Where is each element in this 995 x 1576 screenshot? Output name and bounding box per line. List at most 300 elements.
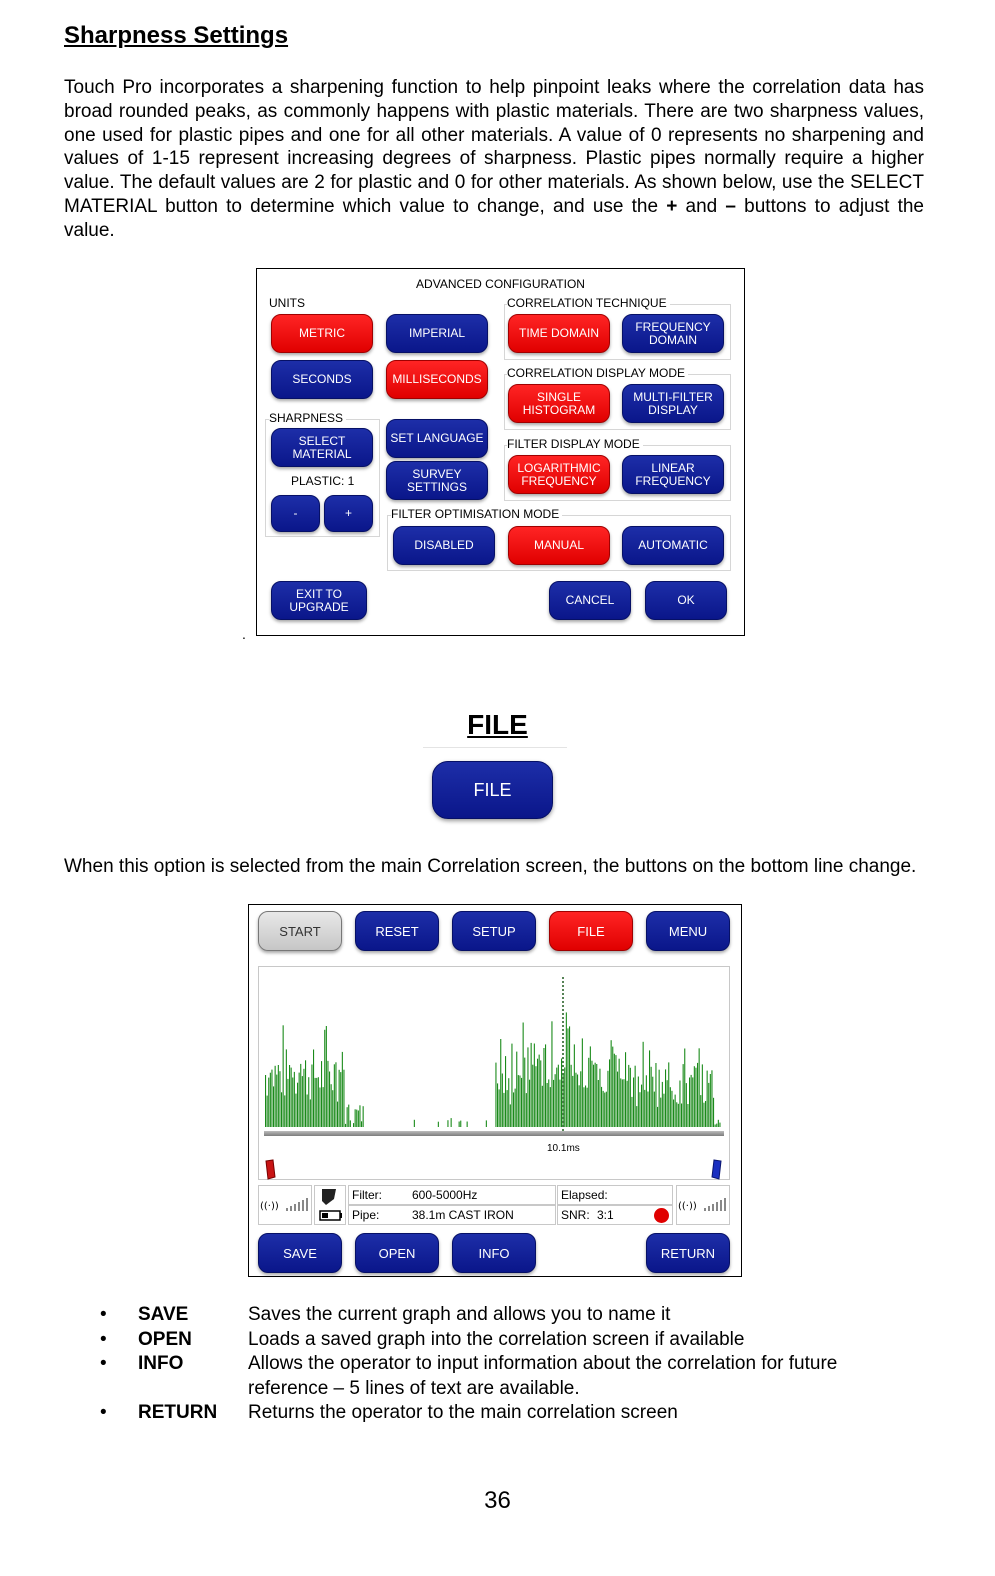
logarithmic-frequency-button[interactable]: LOGARITHMIC FREQUENCY [508,455,610,494]
histogram-bar [451,1118,452,1127]
histogram-bar [356,1110,357,1127]
sharpness-label: SHARPNESS [269,412,346,425]
file-button[interactable]: FILE [549,911,633,951]
histogram-bar [313,1050,314,1128]
histogram-bar [319,1088,320,1128]
histogram-bar [710,1074,711,1127]
histogram-bar [270,1073,271,1127]
histogram-bar [532,1065,533,1127]
histogram-bar [355,1109,356,1127]
histogram-bar [318,1077,319,1127]
histogram-bar [558,1065,559,1127]
filter-cell [348,1185,556,1205]
histogram-bar [531,1043,532,1127]
histogram-bar [617,1072,618,1127]
histogram-bar [659,1070,660,1127]
file-button-illustration[interactable]: FILE [432,761,553,819]
signal-strength-right-icon [678,1195,728,1215]
histogram-bar [612,1047,613,1127]
histogram-bar [683,1064,684,1127]
histogram-bar [604,1093,605,1127]
histogram-bar [679,1081,680,1128]
histogram-bar [654,1092,655,1127]
histogram-bar [646,1075,647,1127]
histogram-bar [675,1095,676,1127]
imperial-button[interactable]: IMPERIAL [386,314,488,353]
histogram-bar [601,1087,602,1127]
linear-frequency-button[interactable]: LINEAR FREQUENCY [622,455,724,494]
histogram-bar [545,1044,546,1127]
histogram-bar [414,1120,415,1127]
histogram-bar [700,1095,701,1127]
histogram-bar [327,1061,328,1127]
setup-button[interactable]: SETUP [452,911,536,951]
correlation-screen [248,904,742,1277]
histogram-bar [467,1122,468,1128]
histogram-bar [291,1068,292,1127]
histogram-bar [657,1107,658,1127]
sharpness-minus-button[interactable]: - [271,495,320,532]
histogram-bar [627,1081,628,1127]
histogram-bar [615,1055,616,1127]
option-description: Loads a saved graph into the correlation screen if available [248,1328,745,1350]
elapsed-label: Elapsed: [561,1188,608,1202]
histogram-bar [515,1089,516,1127]
histogram-bar [598,1080,599,1127]
device-battery-icon [316,1187,344,1223]
single-histogram-button[interactable]: SINGLE HISTOGRAM [508,384,610,423]
histogram-bar [625,1052,626,1127]
histogram-bar [539,1055,540,1127]
intro-text: Touch Pro incorporates a sharpening function to help pinpoint leaks where the correlation data has broad rounded peaks, as commonly happens with plastic materials. There are two sharpness values, one used for plastic pipes and one for all other materials. A value of 0 represents no sharpening and values of 1-15 represent increasing degrees of sharpness. Plastic pipes normally require a higher value. The default values are 2 for plastic and 0 for other materials. As shown below, use the SELECT MATERIAL button to determine which value to change, and use the [64,77,924,217]
histogram-bar [332,1090,333,1127]
histogram-bar [278,1065,279,1127]
minus-symbol: – [725,195,736,217]
histogram-bar [524,1058,525,1127]
histogram-bar [516,1052,517,1127]
histogram-bar [324,1030,325,1127]
histogram-bar [647,1092,648,1128]
histogram-bar [361,1121,362,1127]
list-item [100,1401,920,1426]
snr-cell [557,1205,673,1225]
histogram-bar [556,1068,557,1127]
histogram-bar [300,1064,301,1127]
histogram-bar [283,1025,284,1127]
histogram-bar [715,1125,716,1128]
histogram-bar [655,1063,656,1127]
histogram-bar [329,1072,330,1128]
histogram-bar [660,1098,661,1127]
histogram-bar [519,1076,520,1128]
histogram-bar [308,1077,309,1127]
histogram-bar [636,1106,637,1127]
histogram-bar [340,1072,341,1127]
histogram-bar [676,1102,677,1127]
histogram-bar [342,1052,343,1127]
histogram-bar [583,1087,584,1127]
exit-to-upgrade-button[interactable]: EXIT TO UPGRADE [271,581,367,620]
histogram-bar [631,1097,632,1127]
automatic-button[interactable]: AUTOMATIC [622,526,724,565]
ok-button[interactable]: OK [645,581,727,620]
histogram-bar [596,1064,597,1127]
bullet: • [100,1328,107,1350]
histogram-bar [571,1065,572,1127]
histogram-bar [697,1063,698,1127]
histogram-bar [523,1023,524,1128]
intro-text-end: buttons to adjust the value. [64,195,924,241]
filter-value: 600-5000Hz [412,1188,478,1202]
filter-optimisation-label: FILTER OPTIMISATION MODE [391,508,562,521]
list-item [100,1352,920,1401]
histogram-bar [497,1083,498,1127]
histogram-bar [271,1070,272,1127]
histogram-bar [537,1059,538,1127]
histogram-bar [335,1062,336,1127]
file-title-rule [423,747,567,748]
histogram-bar [595,1063,596,1127]
histogram-bar [302,1076,303,1127]
histogram-bar [619,1059,620,1127]
units-label: UNITS [269,297,308,310]
histogram-bar [708,1083,709,1127]
histogram-bar [575,1073,576,1127]
save-button[interactable]: SAVE [258,1233,342,1273]
correlation-graph [258,966,730,1180]
histogram-bar [331,1084,332,1127]
device-battery-cell [314,1185,346,1225]
option-term: INFO [138,1353,184,1374]
histogram-bar [651,1067,652,1127]
histogram-bar [535,1066,536,1127]
histogram-bar [503,1093,504,1127]
histogram-bar [311,1065,312,1128]
histogram-bar [559,1080,560,1127]
histogram-bar [526,1093,527,1127]
status-bar [258,1185,730,1227]
histogram-bar [687,1104,688,1127]
histogram-bar [548,1079,549,1127]
histogram-bar [337,1102,338,1127]
histogram-bar [614,1054,615,1127]
option-term: RETURN [138,1402,218,1423]
histogram-bar [713,1098,714,1127]
option-description: Saves the current graph and allows you to name it [248,1304,671,1325]
histogram-bar [692,1077,693,1127]
histogram-bar [543,1048,544,1127]
svg-text:((·)): ((·)) [678,1201,697,1212]
histogram-bar [620,1078,621,1127]
left-signal-cell [258,1185,312,1225]
milliseconds-button[interactable]: MILLISECONDS [386,360,488,399]
histogram-bar [315,1078,316,1127]
histogram-bar [521,1078,522,1127]
histogram-bar [699,1048,700,1127]
histogram-bar [268,1078,269,1127]
histogram-bar [603,1091,604,1127]
histogram-bar [681,1104,682,1128]
histogram-bar [689,1078,690,1128]
histogram-bar [649,1050,650,1127]
histogram-bar [339,1070,340,1127]
histogram-bar [705,1101,706,1127]
histogram-bar [279,1071,280,1127]
right-signal-cell [676,1185,730,1225]
reset-button[interactable]: RESET [355,911,439,951]
histogram-bar [281,1092,282,1127]
histogram-bar [323,1087,324,1127]
histogram-bar [599,1069,600,1127]
histogram-bar [567,1028,568,1127]
histogram-bar [678,1104,679,1127]
histogram-bar [553,1080,554,1127]
histogram-bar [292,1078,293,1128]
histogram-bar [572,1076,573,1127]
multi-filter-display-button[interactable]: MULTI-FILTER DISPLAY [622,384,724,423]
histogram-bar [542,1086,543,1127]
histogram-bar [510,1104,511,1127]
histogram-bar [671,1091,672,1127]
histogram-bar [267,1096,268,1127]
sharpness-plus-button[interactable]: + [324,495,373,532]
option-term: SAVE [138,1304,189,1325]
histogram-bar [590,1046,591,1127]
histogram-bar [550,1087,551,1127]
histogram-bar [623,1079,624,1127]
list-item [100,1303,920,1328]
time-axis-slider[interactable] [264,1131,724,1136]
section-heading: Sharpness Settings [64,22,289,49]
correlation-technique-label: CORRELATION TECHNIQUE [507,297,670,310]
page-number: 36 [484,1487,511,1514]
histogram-bar [513,1092,514,1127]
histogram-bar [286,1049,287,1127]
histogram-bar [561,1059,562,1128]
histogram-bar [630,1068,631,1127]
histogram-bar [577,1075,578,1128]
histogram-bar [711,1070,712,1127]
histogram-bar [527,1047,528,1127]
plus-symbol: + [666,195,678,217]
histogram-bar [276,1075,277,1127]
histogram-bar [588,1058,589,1127]
histogram-bar [353,1123,354,1127]
correlation-display-label: CORRELATION DISPLAY MODE [507,367,688,380]
histogram-bar [574,1044,575,1127]
histogram-bar [507,1090,508,1127]
pipe-cell [348,1205,556,1225]
svg-text:((·)): ((·)) [260,1201,279,1212]
start-button[interactable]: START [258,911,342,951]
histogram-bar [585,1086,586,1128]
correlation-histogram [259,967,729,1179]
histogram-bar [702,1064,703,1127]
histogram-bar [665,1069,666,1127]
histogram-bar [580,1071,581,1127]
pipe-value: 38.1m CAST IRON [412,1208,514,1222]
histogram-bar [343,1070,344,1127]
set-language-button[interactable]: SET LANGUAGE [386,419,488,458]
select-material-button[interactable]: SELECT MATERIAL [271,428,373,467]
pipe-label: Pipe: [352,1208,380,1222]
list-item [100,1328,920,1353]
bullet: • [100,1353,107,1374]
sharpness-value: PLASTIC: 1 [291,474,355,488]
time-domain-button[interactable]: TIME DOMAIN [508,314,610,353]
peak-marker-label: 10.1ms [547,1143,580,1154]
histogram-bar [287,1079,288,1127]
histogram-bar [639,1092,640,1127]
histogram-bar [299,1073,300,1127]
config-title: ADVANCED CONFIGURATION [416,277,585,291]
histogram-bar [358,1111,359,1128]
snr-value: 3:1 [597,1208,614,1222]
histogram-bar [529,1080,530,1127]
option-description: Allows the operator to input information about the correlation for future reference – 5 lines of text are available. [248,1353,838,1399]
histogram-bar [551,1021,552,1127]
histogram-bar [566,1012,567,1127]
histogram-bar [316,1078,317,1127]
histogram-bar [459,1122,460,1128]
histogram-bar [673,1100,674,1128]
histogram-bar [643,1042,644,1127]
histogram-bar [695,1068,696,1127]
histogram-bar [363,1106,364,1127]
intro-and: and [677,195,726,217]
histogram-bar [582,1038,583,1127]
histogram-bar [555,1074,556,1127]
histogram-bar [547,1083,548,1127]
histogram-bar [703,1103,704,1127]
histogram-bar [652,1077,653,1127]
histogram-bar [284,1095,285,1127]
histogram-bar [307,1095,308,1128]
filter-label: Filter: [352,1188,382,1202]
histogram-bar [638,1077,639,1128]
open-button[interactable]: OPEN [355,1233,439,1273]
histogram-bar [587,1088,588,1127]
histogram-bar [273,1086,274,1127]
histogram-bar [265,1075,266,1127]
histogram-bar [359,1105,360,1127]
histogram-bar [540,1060,541,1127]
histogram-bar [305,1060,306,1127]
histogram-bar [716,1124,717,1127]
histogram-bar [303,1069,304,1127]
histogram-bar [502,1074,503,1128]
histogram-bar [350,1120,351,1127]
stray-mark: . [242,626,246,642]
histogram-bar [694,1066,695,1127]
histogram-bar [663,1094,664,1127]
histogram-bar [606,1092,607,1127]
manual-button[interactable]: MANUAL [508,526,610,565]
histogram-bar [534,1044,535,1128]
histogram-bar [719,1123,720,1127]
return-button[interactable]: RETURN [646,1233,730,1273]
seconds-button[interactable]: SECONDS [271,360,373,399]
metric-button[interactable]: METRIC [271,314,373,353]
histogram-bar [438,1122,439,1127]
histogram-bar [511,1044,512,1127]
histogram-bar [607,1071,608,1127]
histogram-bar [326,1026,327,1127]
recording-indicator-icon [654,1208,669,1223]
histogram-bar [622,1079,623,1127]
file-options-list [100,1303,920,1426]
histogram-bar [564,1067,565,1127]
histogram-bar [297,1083,298,1127]
histogram-bar [289,1065,290,1127]
histogram-bar [641,1085,642,1127]
histogram-bar [508,1078,509,1127]
intro-paragraph [64,76,924,243]
bullet: • [100,1304,107,1325]
histogram-bar [505,1056,506,1127]
histogram-bar [334,1064,335,1127]
file-intro-paragraph: When this option is selected from the main Correlation screen, the buttons on the bottom line change. [64,856,917,877]
histogram-bar [718,1120,719,1127]
histogram-bar [518,1075,519,1127]
histogram-bar [635,1066,636,1127]
histogram-bar [609,1059,610,1127]
filter-display-label: FILTER DISPLAY MODE [507,438,643,451]
histogram-bar [591,1061,592,1127]
snr-label: SNR: [561,1208,590,1222]
histogram-bar [668,1062,669,1127]
blue-sensor-icon [710,1159,724,1181]
histogram-bar [686,1083,687,1127]
histogram-bar [644,1090,645,1127]
file-section-title: FILE [467,709,528,740]
signal-strength-left-icon [260,1195,310,1215]
histogram-bar [707,1071,708,1127]
elapsed-cell [557,1185,673,1205]
histogram-bar [321,1061,322,1127]
histogram-bar [460,1121,461,1127]
histogram-bar [348,1105,349,1127]
histogram-bar [684,1049,685,1128]
menu-button[interactable]: MENU [646,911,730,951]
red-sensor-icon [263,1159,277,1181]
histogram-bar [579,1085,580,1127]
cancel-button[interactable]: CANCEL [549,581,631,620]
info-button[interactable]: INFO [452,1233,536,1273]
histogram-bar [691,1075,692,1127]
histogram-bar [310,1099,311,1127]
histogram-bar [569,1026,570,1127]
option-description: Returns the operator to the main correlation screen [248,1402,678,1423]
histogram-bar [347,1107,348,1127]
histogram-bar [633,1078,634,1128]
disabled-button[interactable]: DISABLED [393,526,495,565]
bullet: • [100,1402,107,1423]
histogram-bar [593,1065,594,1127]
histogram-bar [275,1066,276,1127]
histogram-bar [611,1040,612,1127]
histogram-bar [294,1072,295,1127]
histogram-bar [295,1094,296,1127]
frequency-domain-button[interactable]: FREQUENCY DOMAIN [622,314,724,353]
histogram-bar [667,1080,668,1127]
survey-settings-button[interactable]: SURVEY SETTINGS [386,461,488,500]
histogram-bar [486,1120,487,1127]
histogram-bar [345,1124,346,1127]
histogram-bar [500,1039,501,1127]
option-term: OPEN [138,1328,192,1350]
histogram-bar [670,1087,671,1127]
